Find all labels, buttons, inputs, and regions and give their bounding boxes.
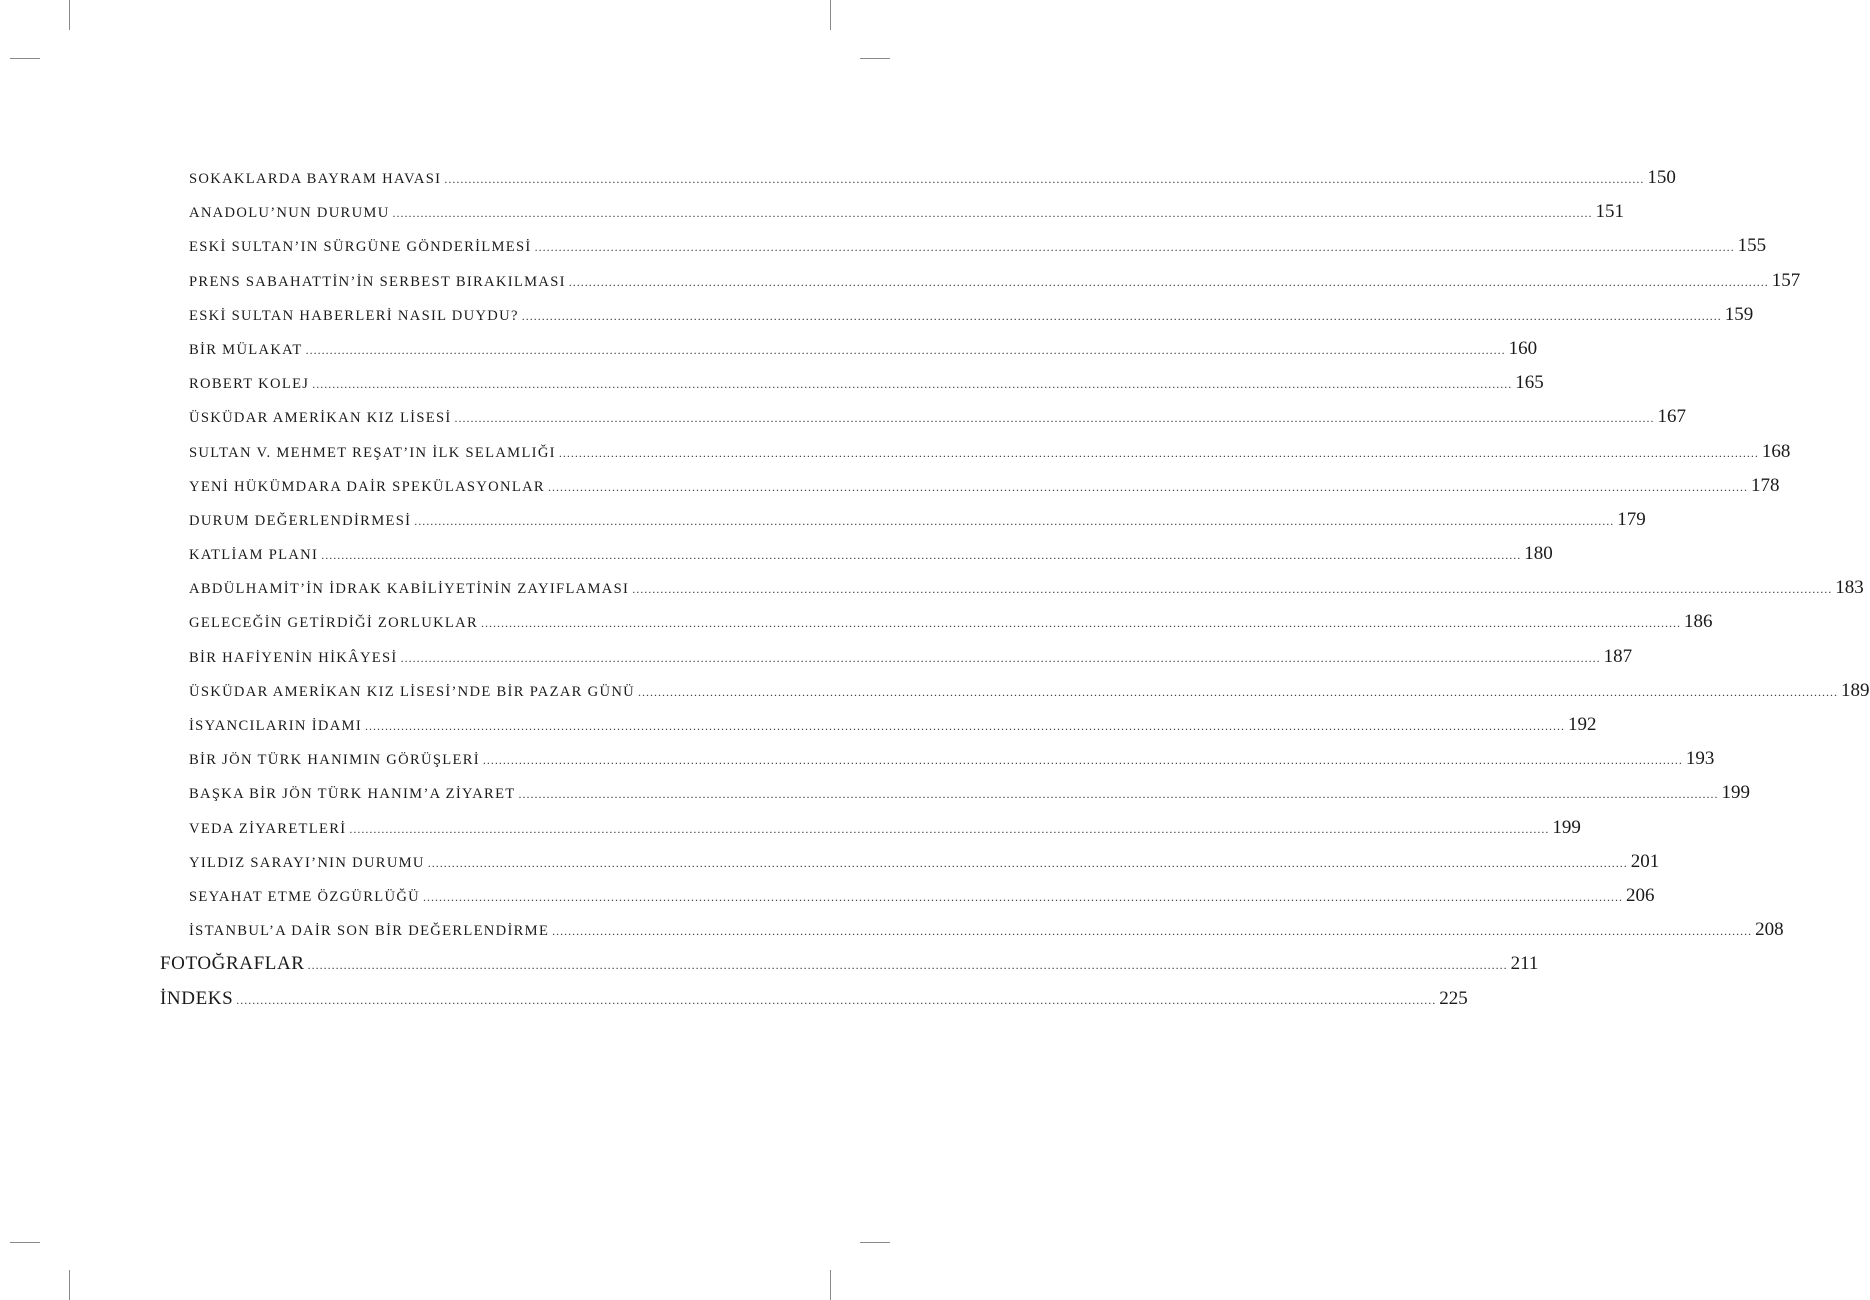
toc-entry-page-number: 159 — [1724, 303, 1754, 325]
toc-entry-title: BİR MÜLAKAT — [189, 341, 303, 358]
dot-leader: ............................................................................................................................................................................................................................................................................................................ — [454, 411, 1655, 426]
dot-leader: ............................................................................................................................................................................................................................................................................................................ — [444, 172, 1645, 186]
dot-leader: ............................................................................................................................................................................................................................................................................................................ — [552, 924, 1753, 939]
toc-entry-title: ABDÜLHAMİT’İN İDRAK KABİLİYETİNİN ZAYIFLAMASI — [189, 581, 630, 598]
toc-entry-title: VEDA ZİYARETLERİ — [189, 820, 347, 837]
toc-entry-title: BİR JÖN TÜRK HANIMIN GÖRÜŞLERİ — [189, 752, 480, 769]
toc-entry-title: KATLİAM PLANI — [189, 547, 319, 564]
dot-leader: ............................................................................................................................................................................................................................................................................................................ — [414, 513, 1615, 528]
toc-entry-page-number: 186 — [1684, 611, 1713, 633]
toc-entry-page-number: 168 — [1761, 440, 1791, 462]
crop-mark-right-lower — [860, 1242, 890, 1243]
toc-entry-page-number: 211 — [1510, 953, 1539, 975]
toc-entry-page-number: 199 — [1552, 816, 1581, 838]
dot-leader: ............................................................................................................................................................................................................................................................................................................ — [423, 889, 1624, 904]
toc-entry — [160, 264, 1801, 298]
toc-entry-title: FOTOĞRAFLAR — [160, 953, 305, 975]
dot-leader: ............................................................................................................................................................................................................................................................................................................ — [534, 240, 1735, 255]
toc-entry — [160, 229, 1767, 263]
toc-entry — [160, 537, 1553, 571]
dot-leader: ............................................................................................................................................................................................................................................................................................................ — [307, 958, 1508, 973]
toc-entry-title: SULTAN V. MEHMET REŞAT’IN İLK SELAMLIĞI — [189, 444, 556, 461]
toc-entry — [160, 776, 1750, 810]
toc-entry-page-number: 201 — [1630, 850, 1660, 872]
dot-leader: ............................................................................................................................................................................................................................................................................................................ — [547, 479, 1748, 494]
toc-entry — [160, 708, 1597, 742]
toc-entry-page-number: 157 — [1771, 269, 1801, 291]
toc-entry — [160, 913, 1784, 947]
toc-entry-page-number: 225 — [1439, 987, 1468, 1009]
toc-entry — [160, 571, 1864, 605]
crop-mark-left-lower — [10, 1242, 40, 1243]
toc-entry-title: YILDIZ SARAYI’NIN DURUMU — [189, 854, 425, 871]
dot-leader: ............................................................................................................................................................................................................................................................................................................ — [364, 719, 1565, 733]
toc-entry-page-number: 167 — [1657, 406, 1687, 428]
dot-leader: ............................................................................................................................................................................................................................................................................................................ — [236, 992, 1437, 1007]
dot-leader: ............................................................................................................................................................................................................................................................................................................ — [392, 206, 1593, 221]
toc-entry-page-number: 151 — [1595, 201, 1625, 223]
table-of-contents — [160, 161, 1870, 1016]
toc-entry-title: GELECEĞİN GETİRDİĞİ ZORLUKLAR — [189, 615, 478, 632]
toc-entry — [160, 845, 1660, 879]
dot-leader: ............................................................................................................................................................................................................................................................................................................ — [482, 753, 1683, 768]
toc-entry-title: ESKİ SULTAN’IN SÜRGÜNE GÖNDERİLMESİ — [189, 239, 532, 256]
toc-entry — [160, 879, 1655, 913]
toc-entry-page-number: 193 — [1685, 748, 1715, 770]
toc-entry-page-number: 165 — [1515, 372, 1544, 394]
dot-leader: ............................................................................................................................................................................................................................................................................................................ — [481, 616, 1681, 631]
toc-entry-title: PRENS SABAHATTİN’İN SERBEST BIRAKILMASI — [189, 273, 566, 290]
dot-leader: ............................................................................................................................................................................................................................................................................................................ — [321, 548, 1522, 563]
dot-leader: ............................................................................................................................................................................................................................................................................................................ — [521, 308, 1722, 323]
toc-entry-page-number: 180 — [1524, 543, 1553, 565]
dot-leader: ............................................................................................................................................................................................................................................................................................................ — [518, 787, 1719, 802]
toc-entry-title: YENİ HÜKÜMDARA DAİR SPEKÜLASYONLAR — [189, 478, 545, 495]
toc-entry-title: İNDEKS — [160, 987, 234, 1009]
crop-mark-bottom-right — [830, 1270, 831, 1300]
toc-entry-title: İSTANBUL’A DAİR SON BİR DEĞERLENDİRME — [189, 923, 550, 940]
toc-entry-page-number: 189 — [1841, 679, 1870, 701]
toc-entry — [160, 435, 1791, 469]
toc-entry-title: ROBERT KOLEJ — [189, 376, 310, 393]
toc-entry — [160, 605, 1713, 639]
crop-mark-top-right — [830, 0, 831, 30]
crop-mark-right-upper — [860, 58, 890, 59]
dot-leader: ............................................................................................................................................................................................................................................................................................................ — [632, 582, 1833, 597]
toc-entry-title: SEYAHAT ETME ÖZGÜRLÜĞÜ — [189, 888, 421, 905]
toc-entry-page-number: 206 — [1626, 884, 1655, 906]
toc-entry — [160, 469, 1780, 503]
toc-entry-page-number: 187 — [1603, 645, 1633, 667]
crop-mark-bottom-left — [69, 1270, 70, 1300]
toc-entry — [160, 161, 1676, 195]
dot-leader: ............................................................................................................................................................................................................................................................................................................ — [427, 855, 1628, 870]
dot-leader: ............................................................................................................................................................................................................................................................................................................ — [568, 274, 1769, 289]
toc-entry — [160, 742, 1715, 776]
crop-mark-left-upper — [10, 58, 40, 59]
toc-entry — [160, 195, 1625, 229]
toc-entry-page-number: 155 — [1737, 235, 1767, 257]
dot-leader: ............................................................................................................................................................................................................................................................................................................ — [349, 821, 1550, 836]
toc-entry-title: SOKAKLARDA BAYRAM HAVASI — [189, 171, 442, 187]
toc-entry — [160, 674, 1870, 708]
toc-entry — [160, 640, 1633, 674]
toc-entry — [160, 298, 1754, 332]
toc-entry — [160, 947, 1539, 981]
toc-entry — [160, 400, 1687, 434]
toc-entry — [160, 503, 1646, 537]
toc-entry-page-number: 179 — [1617, 508, 1646, 530]
dot-leader: ............................................................................................................................................................................................................................................................................................................ — [638, 684, 1839, 699]
toc-entry-title: ÜSKÜDAR AMERİKAN KIZ LİSESİ — [189, 410, 452, 427]
dot-leader: ............................................................................................................................................................................................................................................................................................................ — [312, 377, 1513, 392]
dot-leader: ............................................................................................................................................................................................................................................................................................................ — [305, 342, 1506, 357]
toc-entry-title: ANADOLU’NUN DURUMU — [189, 205, 390, 222]
dot-leader: ............................................................................................................................................................................................................................................................................................................ — [400, 650, 1601, 665]
toc-entry-title: BİR HAFİYENİN HİKÂYESİ — [189, 649, 398, 666]
toc-entry — [160, 811, 1581, 845]
toc-entry-title: ÜSKÜDAR AMERİKAN KIZ LİSESİ’NDE BİR PAZAR GÜNÜ — [189, 683, 636, 700]
toc-entry — [160, 366, 1544, 400]
toc-entry — [160, 332, 1538, 366]
toc-entry-title: BAŞKA BİR JÖN TÜRK HANIM’A ZİYARET — [189, 786, 516, 803]
dot-leader: ............................................................................................................................................................................................................................................................................................................ — [558, 445, 1759, 460]
toc-entry-page-number: 183 — [1835, 577, 1864, 599]
toc-entry-page-number: 208 — [1755, 919, 1784, 941]
toc-entry-page-number: 192 — [1567, 714, 1597, 735]
toc-entry-page-number: 178 — [1750, 474, 1780, 496]
toc-entry-title: ESKİ SULTAN HABERLERİ NASIL DUYDU? — [189, 307, 519, 324]
toc-entry-page-number: 150 — [1647, 167, 1676, 188]
toc-entry-page-number: 160 — [1508, 337, 1538, 359]
toc-entry-title: İSYANCILARIN İDAMI — [189, 718, 362, 734]
toc-entry — [160, 982, 1468, 1016]
crop-mark-top-left — [69, 0, 70, 30]
toc-entry-page-number: 199 — [1721, 782, 1750, 804]
toc-entry-title: DURUM DEĞERLENDİRMESİ — [189, 512, 412, 529]
